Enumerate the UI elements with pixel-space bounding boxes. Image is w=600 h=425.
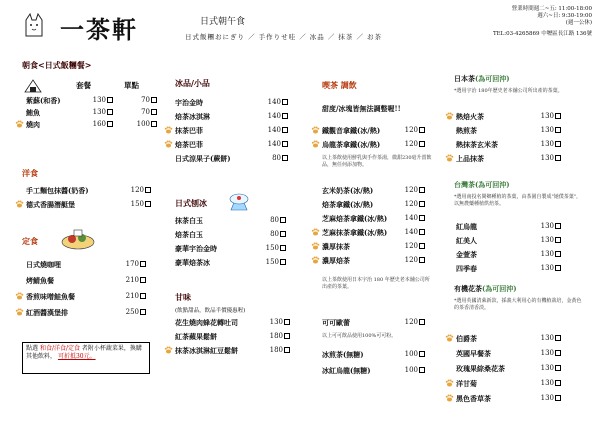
menu-item-row — [26, 308, 166, 317]
japanese-tea-note: *選用宇治 180年歷史老本舖公司所出產的茶葉。 — [454, 88, 563, 94]
order-checkbox[interactable] — [145, 187, 151, 193]
menu-item-row — [175, 126, 300, 135]
order-checkbox[interactable] — [145, 201, 151, 207]
menu-item-row — [175, 346, 305, 355]
menu-item-price: 100 — [404, 350, 418, 358]
menu-item-price: 120 — [404, 140, 418, 148]
menu-item-name: 濃厚焙茶 — [322, 256, 350, 265]
menu-item-price: 130 — [540, 334, 554, 342]
order-checkbox[interactable] — [555, 350, 561, 356]
order-checkbox[interactable] — [419, 351, 425, 357]
cafe-note-milk: 以上茶飲使用鮮乳與手作茶湯，微甜230毫升當飲品，無任何添加物。 — [322, 155, 432, 168]
taiwan-tea-note: *選用南投名間鄉種植的茶葉，由茶園自製成"她僕茶葉"，以無農藥種植烘焙茶。 — [454, 194, 582, 207]
order-checkbox[interactable] — [419, 243, 425, 249]
hours-block — [448, 6, 592, 38]
order-checkbox[interactable] — [151, 97, 157, 103]
paw-recommend-icon — [311, 242, 320, 250]
menu-item-row — [26, 276, 166, 285]
header-tagline: 日式飯糰おにぎり ／ 手作りせ哇 ／ 冰品 ／ 抹茶 ／ お茶 — [185, 33, 383, 41]
order-checkbox[interactable] — [107, 97, 113, 103]
menu-item-name: 花生燒肉蜂花轉吐司 — [175, 318, 238, 327]
order-checkbox[interactable] — [140, 293, 146, 299]
menu-item-name: 燒肉 — [26, 120, 40, 129]
note-highlight: 和食/洋食/定食 — [39, 345, 80, 352]
menu-item-price: 120 — [404, 200, 418, 208]
order-checkbox[interactable] — [555, 113, 561, 119]
menu-item-price: 160 — [92, 120, 106, 128]
paw-recommend-icon — [15, 200, 24, 208]
menu-item-price: 130 — [540, 364, 554, 372]
menu-item-row — [175, 230, 295, 239]
menu-item-name: 金萱茶 — [456, 250, 477, 259]
menu-item-price: 70 — [141, 96, 150, 104]
menu-item-name: 紅茶蘋果鬆餅 — [175, 332, 217, 341]
order-checkbox[interactable] — [555, 265, 561, 271]
order-checkbox[interactable] — [282, 127, 288, 133]
menu-item-row — [322, 242, 422, 251]
menu-item-row — [322, 140, 422, 149]
menu-item-price: 140 — [267, 98, 281, 106]
hours-weekend: 週六~日: 9:30-19:00 — [537, 13, 592, 19]
order-checkbox[interactable] — [107, 109, 113, 115]
menu-item-name: 上品抹茶 — [456, 154, 484, 163]
menu-item-name: 鮪魚 — [26, 108, 40, 117]
order-checkbox[interactable] — [555, 251, 561, 257]
menu-item-price: 130 — [540, 349, 554, 357]
order-checkbox[interactable] — [282, 99, 288, 105]
order-checkbox[interactable] — [419, 257, 425, 263]
menu-item-name: 黑色香草茶 — [456, 394, 491, 403]
order-checkbox[interactable] — [555, 155, 561, 161]
menu-item-name: 冰煎茶(無糖) — [322, 350, 364, 359]
menu-item-row — [175, 244, 295, 253]
menu-item-name: 伯爵茶 — [456, 334, 477, 343]
paw-recommend-icon — [445, 334, 454, 342]
order-checkbox[interactable] — [140, 277, 146, 283]
paw-recommend-icon — [15, 308, 24, 316]
menu-item-name: 香煎味噌鮭魚餐 — [26, 292, 75, 301]
menu-item-price: 140 — [267, 140, 281, 148]
menu-item-row — [456, 364, 566, 373]
set-meal-section-title: 定食 — [22, 236, 38, 246]
paw-recommend-icon — [311, 126, 320, 134]
cat-logo-icon — [22, 10, 46, 38]
menu-item-price: 140 — [267, 126, 281, 134]
menu-item-name: 抹茶白玉 — [175, 216, 203, 225]
menu-item-row — [322, 186, 422, 195]
menu-item-price: 130 — [540, 222, 554, 230]
menu-item-price: 120 — [404, 186, 418, 194]
set-meal-note-box — [22, 342, 150, 374]
menu-item-name: 四季春 — [456, 264, 477, 273]
organic-tea-tag: (為可回沖) — [482, 284, 517, 293]
order-checkbox[interactable] — [419, 187, 425, 193]
menu-item-price: 180 — [269, 332, 283, 340]
menu-item-price: 140 — [267, 112, 281, 120]
menu-item-name: 宇治金時 — [175, 98, 203, 107]
taiwan-tea-title-text: 台灣茶 — [454, 180, 475, 189]
order-checkbox[interactable] — [107, 121, 113, 127]
menu-item-name: 熱抹茶玄米茶 — [456, 140, 498, 149]
paw-recommend-icon — [15, 120, 24, 128]
menu-item-price: 130 — [540, 379, 554, 387]
menu-item-name: 焙茶拿鐵(冰/熱) — [322, 200, 374, 209]
menu-item-name: 洋甘菊 — [456, 379, 477, 388]
menu-item-row — [456, 394, 566, 403]
menu-item-row — [456, 250, 566, 259]
order-checkbox[interactable] — [555, 335, 561, 341]
taiwan-tea-title — [454, 180, 510, 190]
menu-item-row — [322, 214, 422, 223]
order-checkbox[interactable] — [419, 215, 425, 221]
menu-item-row — [322, 126, 422, 135]
taiwan-tea-tag: (為可回沖) — [475, 180, 510, 189]
menu-item-price: 130 — [540, 112, 554, 120]
cafe-section-title: 喫茶 調飲 — [322, 80, 357, 90]
menu-item-row — [175, 98, 300, 107]
japanese-tea-title — [454, 74, 510, 84]
order-checkbox[interactable] — [419, 319, 425, 325]
menu-item-price: 130 — [540, 394, 554, 402]
order-checkbox[interactable] — [284, 347, 290, 353]
menu-item-row — [26, 200, 166, 209]
order-checkbox[interactable] — [282, 155, 288, 161]
menu-item-row — [322, 350, 422, 359]
menu-item-name: 熱焙火茶 — [456, 112, 484, 121]
cafe-note-cocoa: 以上可可飲品使用100%可可粉。 — [322, 333, 397, 339]
paw-recommend-icon — [445, 154, 454, 162]
menu-item-row — [26, 292, 166, 301]
menu-item-row — [322, 318, 422, 327]
order-checkbox[interactable] — [151, 109, 157, 115]
western-section-title: 洋食 — [22, 168, 38, 178]
note-prefix: 點選 — [26, 345, 39, 352]
menu-item-row — [456, 379, 566, 388]
bento-illustration-icon — [60, 228, 96, 254]
menu-item-price: 130 — [540, 236, 554, 244]
order-checkbox[interactable] — [555, 380, 561, 386]
menu-item-price: 150 — [130, 200, 144, 208]
menu-item-name: 烤鯖魚餐 — [26, 276, 54, 285]
order-checkbox[interactable] — [555, 395, 561, 401]
japanese-tea-title-text: 日本茶 — [454, 74, 475, 83]
organic-tea-note: *選用英國清萊新款，採義大利用心的有機植栽培，金黃色的茶香清香淡。 — [454, 298, 582, 311]
paw-recommend-icon — [445, 112, 454, 120]
sweets-section-title: 甘味 — [175, 292, 191, 302]
menu-item-name: 紫蘇(和香) — [26, 96, 61, 105]
menu-item-price: 130 — [269, 318, 283, 326]
menu-item-price: 80 — [272, 154, 281, 162]
order-checkbox[interactable] — [555, 127, 561, 133]
menu-item-name: 芝麻焙茶拿鐵(冰/熱) — [322, 214, 388, 223]
menu-item-row — [456, 334, 566, 343]
order-checkbox[interactable] — [140, 309, 146, 315]
menu-item-name: 豪華焙茶冰 — [175, 258, 210, 267]
menu-item-row — [322, 256, 422, 265]
menu-item-row — [175, 318, 305, 327]
menu-item-name: 熱煎茶 — [456, 126, 477, 135]
menu-item-price: 80 — [270, 216, 279, 224]
contact-info: TEL:03-4265869 中壢區長江路 136號 — [492, 31, 592, 37]
paw-recommend-icon — [164, 126, 173, 134]
cafe-subtitle: 甜度/冰塊皆無法調整喔!! — [322, 104, 401, 113]
menu-item-price: 150 — [265, 258, 279, 266]
menu-item-name: 抹茶巴菲 — [175, 126, 203, 135]
menu-item-name: 焙茶冰淇淋 — [175, 112, 210, 121]
menu-item-row — [456, 349, 566, 358]
order-checkbox[interactable] — [419, 201, 425, 207]
menu-item-row — [456, 112, 566, 121]
order-checkbox[interactable] — [280, 217, 286, 223]
menu-item-row — [26, 186, 166, 195]
menu-item-price: 140 — [404, 228, 418, 236]
rice-col-set: 套餐 — [76, 81, 91, 90]
menu-item-price: 170 — [125, 260, 139, 268]
paw-recommend-icon — [445, 379, 454, 387]
order-checkbox[interactable] — [419, 367, 425, 373]
order-checkbox[interactable] — [419, 229, 425, 235]
menu-item-name: 芝麻抹茶拿鐵(冰/熱) — [322, 228, 388, 237]
order-checkbox[interactable] — [555, 237, 561, 243]
paw-recommend-icon — [15, 292, 24, 300]
organic-tea-title — [454, 284, 517, 294]
menu-item-row — [175, 154, 300, 163]
menu-item-name: 日式涼果子(蕨餅) — [175, 154, 231, 163]
order-checkbox[interactable] — [151, 121, 157, 127]
menu-item-row — [322, 366, 422, 375]
menu-item-price: 100 — [404, 366, 418, 374]
order-checkbox[interactable] — [140, 261, 146, 267]
menu-item-name: 紅美人 — [456, 236, 477, 245]
menu-item-price: 130 — [540, 264, 554, 272]
menu-item-row — [175, 140, 300, 149]
japanese-tea-tag: (為可回沖) — [475, 74, 510, 83]
menu-item-row — [456, 140, 566, 149]
menu-item-price: 210 — [125, 276, 139, 284]
cafe-note-uji: 以上茶飲使用日本宇治 180 年歷史老本舖公司所出產的茶葉。 — [322, 277, 430, 290]
menu-item-row — [26, 96, 156, 105]
paw-recommend-icon — [311, 140, 320, 148]
menu-item-price: 120 — [404, 242, 418, 250]
order-checkbox[interactable] — [280, 245, 286, 251]
sweets-note: (飲點甜品，飲品半價優惠喔) — [175, 308, 246, 314]
order-checkbox[interactable] — [284, 333, 290, 339]
menu-item-price: 250 — [125, 308, 139, 316]
menu-item-row — [322, 228, 422, 237]
paw-recommend-icon — [311, 256, 320, 264]
menu-item-row — [26, 108, 156, 117]
menu-item-name: 抹茶冰淇淋紅豆鬆餅 — [175, 346, 238, 355]
order-checkbox[interactable] — [280, 259, 286, 265]
menu-item-name: 日式燒咖哩 — [26, 260, 61, 269]
order-checkbox[interactable] — [280, 231, 286, 237]
menu-item-row — [175, 112, 300, 121]
order-checkbox[interactable] — [419, 127, 425, 133]
shop-logo-text: 一茶軒 — [60, 15, 138, 44]
order-checkbox[interactable] — [555, 223, 561, 229]
header-subtitle: 日式朝午食 — [200, 17, 246, 27]
organic-tea-title-text: 有機花茶 — [454, 284, 482, 293]
menu-item-price: 130 — [540, 154, 554, 162]
menu-item-price: 120 — [404, 256, 418, 264]
rice-col-single: 單點 — [124, 81, 139, 90]
menu-item-price: 120 — [130, 186, 144, 194]
menu-item-row — [456, 236, 566, 245]
rice-section-title: 朝食<日式飯糰餐> — [22, 60, 92, 70]
menu-item-price: 70 — [141, 108, 150, 116]
menu-item-row — [456, 126, 566, 135]
order-checkbox[interactable] — [282, 141, 288, 147]
menu-item-name: 英國早餐茶 — [456, 349, 491, 358]
menu-item-name: 德式香腸潛艇堡 — [26, 200, 75, 209]
menu-item-row — [456, 154, 566, 163]
shaved-ice-section-title: 日式刨冰 — [175, 198, 207, 208]
menu-item-price: 180 — [269, 346, 283, 354]
paw-recommend-icon — [164, 140, 173, 148]
order-checkbox[interactable] — [555, 141, 561, 147]
menu-item-row — [175, 216, 295, 225]
menu-item-price: 130 — [540, 126, 554, 134]
menu-item-price: 130 — [540, 140, 554, 148]
menu-item-row — [456, 222, 566, 231]
menu-item-name: 鐵觀音拿鐵(冰/熱) — [322, 126, 381, 135]
rice-ball-icon — [24, 78, 42, 97]
paw-recommend-icon — [311, 228, 320, 236]
menu-item-price: 140 — [404, 214, 418, 222]
menu-item-price: 130 — [92, 108, 106, 116]
order-checkbox[interactable] — [419, 141, 425, 147]
paw-recommend-icon — [164, 346, 173, 354]
menu-item-row — [26, 260, 166, 269]
menu-item-price: 130 — [540, 250, 554, 258]
menu-item-row — [175, 258, 295, 267]
menu-item-name: 豪華宇治金時 — [175, 244, 217, 253]
menu-item-name: 紅酒醬漢堡排 — [26, 308, 68, 317]
menu-item-row — [175, 332, 305, 341]
menu-item-name: 玄米奶茶(冰/熱) — [322, 186, 374, 195]
menu-item-price: 150 — [265, 244, 279, 252]
order-checkbox[interactable] — [282, 113, 288, 119]
menu-item-name: 濃厚抹茶 — [322, 242, 350, 251]
menu-item-name: 可可歐蕾 — [322, 318, 350, 327]
menu-item-price: 120 — [404, 126, 418, 134]
menu-item-price: 80 — [270, 230, 279, 238]
order-checkbox[interactable] — [555, 365, 561, 371]
menu-item-name: 焙茶白玉 — [175, 230, 203, 239]
menu-item-name: 烏龍茶拿鐵(冰/熱) — [322, 140, 381, 149]
order-checkbox[interactable] — [284, 319, 290, 325]
note-discount: 可折抵30元。 — [57, 352, 96, 360]
menu-item-price: 210 — [125, 292, 139, 300]
menu-item-price: 120 — [404, 318, 418, 326]
menu-item-name: 焙茶巴菲 — [175, 140, 203, 149]
desserts-section-title: 冰品/小品 — [175, 78, 210, 88]
shaved-ice-illustration-icon — [225, 192, 253, 216]
menu-item-name: 手工麵包抹醬(奶香) — [26, 186, 89, 195]
hours-weekday: 營業時間週二~五: 11:00-18:00 — [511, 6, 592, 12]
menu-item-name: 冰紅烏龍(無糖) — [322, 366, 371, 375]
menu-item-name: 紅烏龍 — [456, 222, 477, 231]
note-body: 者附小杯蔬菜果，換購其他飲料， — [26, 345, 142, 360]
menu-item-row — [456, 264, 566, 273]
hours-closed: (週一公休) — [565, 20, 592, 26]
menu-item-row — [322, 200, 422, 209]
paw-recommend-icon — [445, 394, 454, 402]
menu-item-price: 100 — [136, 120, 150, 128]
menu-item-row — [26, 120, 156, 129]
menu-item-price: 130 — [92, 96, 106, 104]
menu-item-name: 玫瑰果綜桑花茶 — [456, 364, 505, 373]
